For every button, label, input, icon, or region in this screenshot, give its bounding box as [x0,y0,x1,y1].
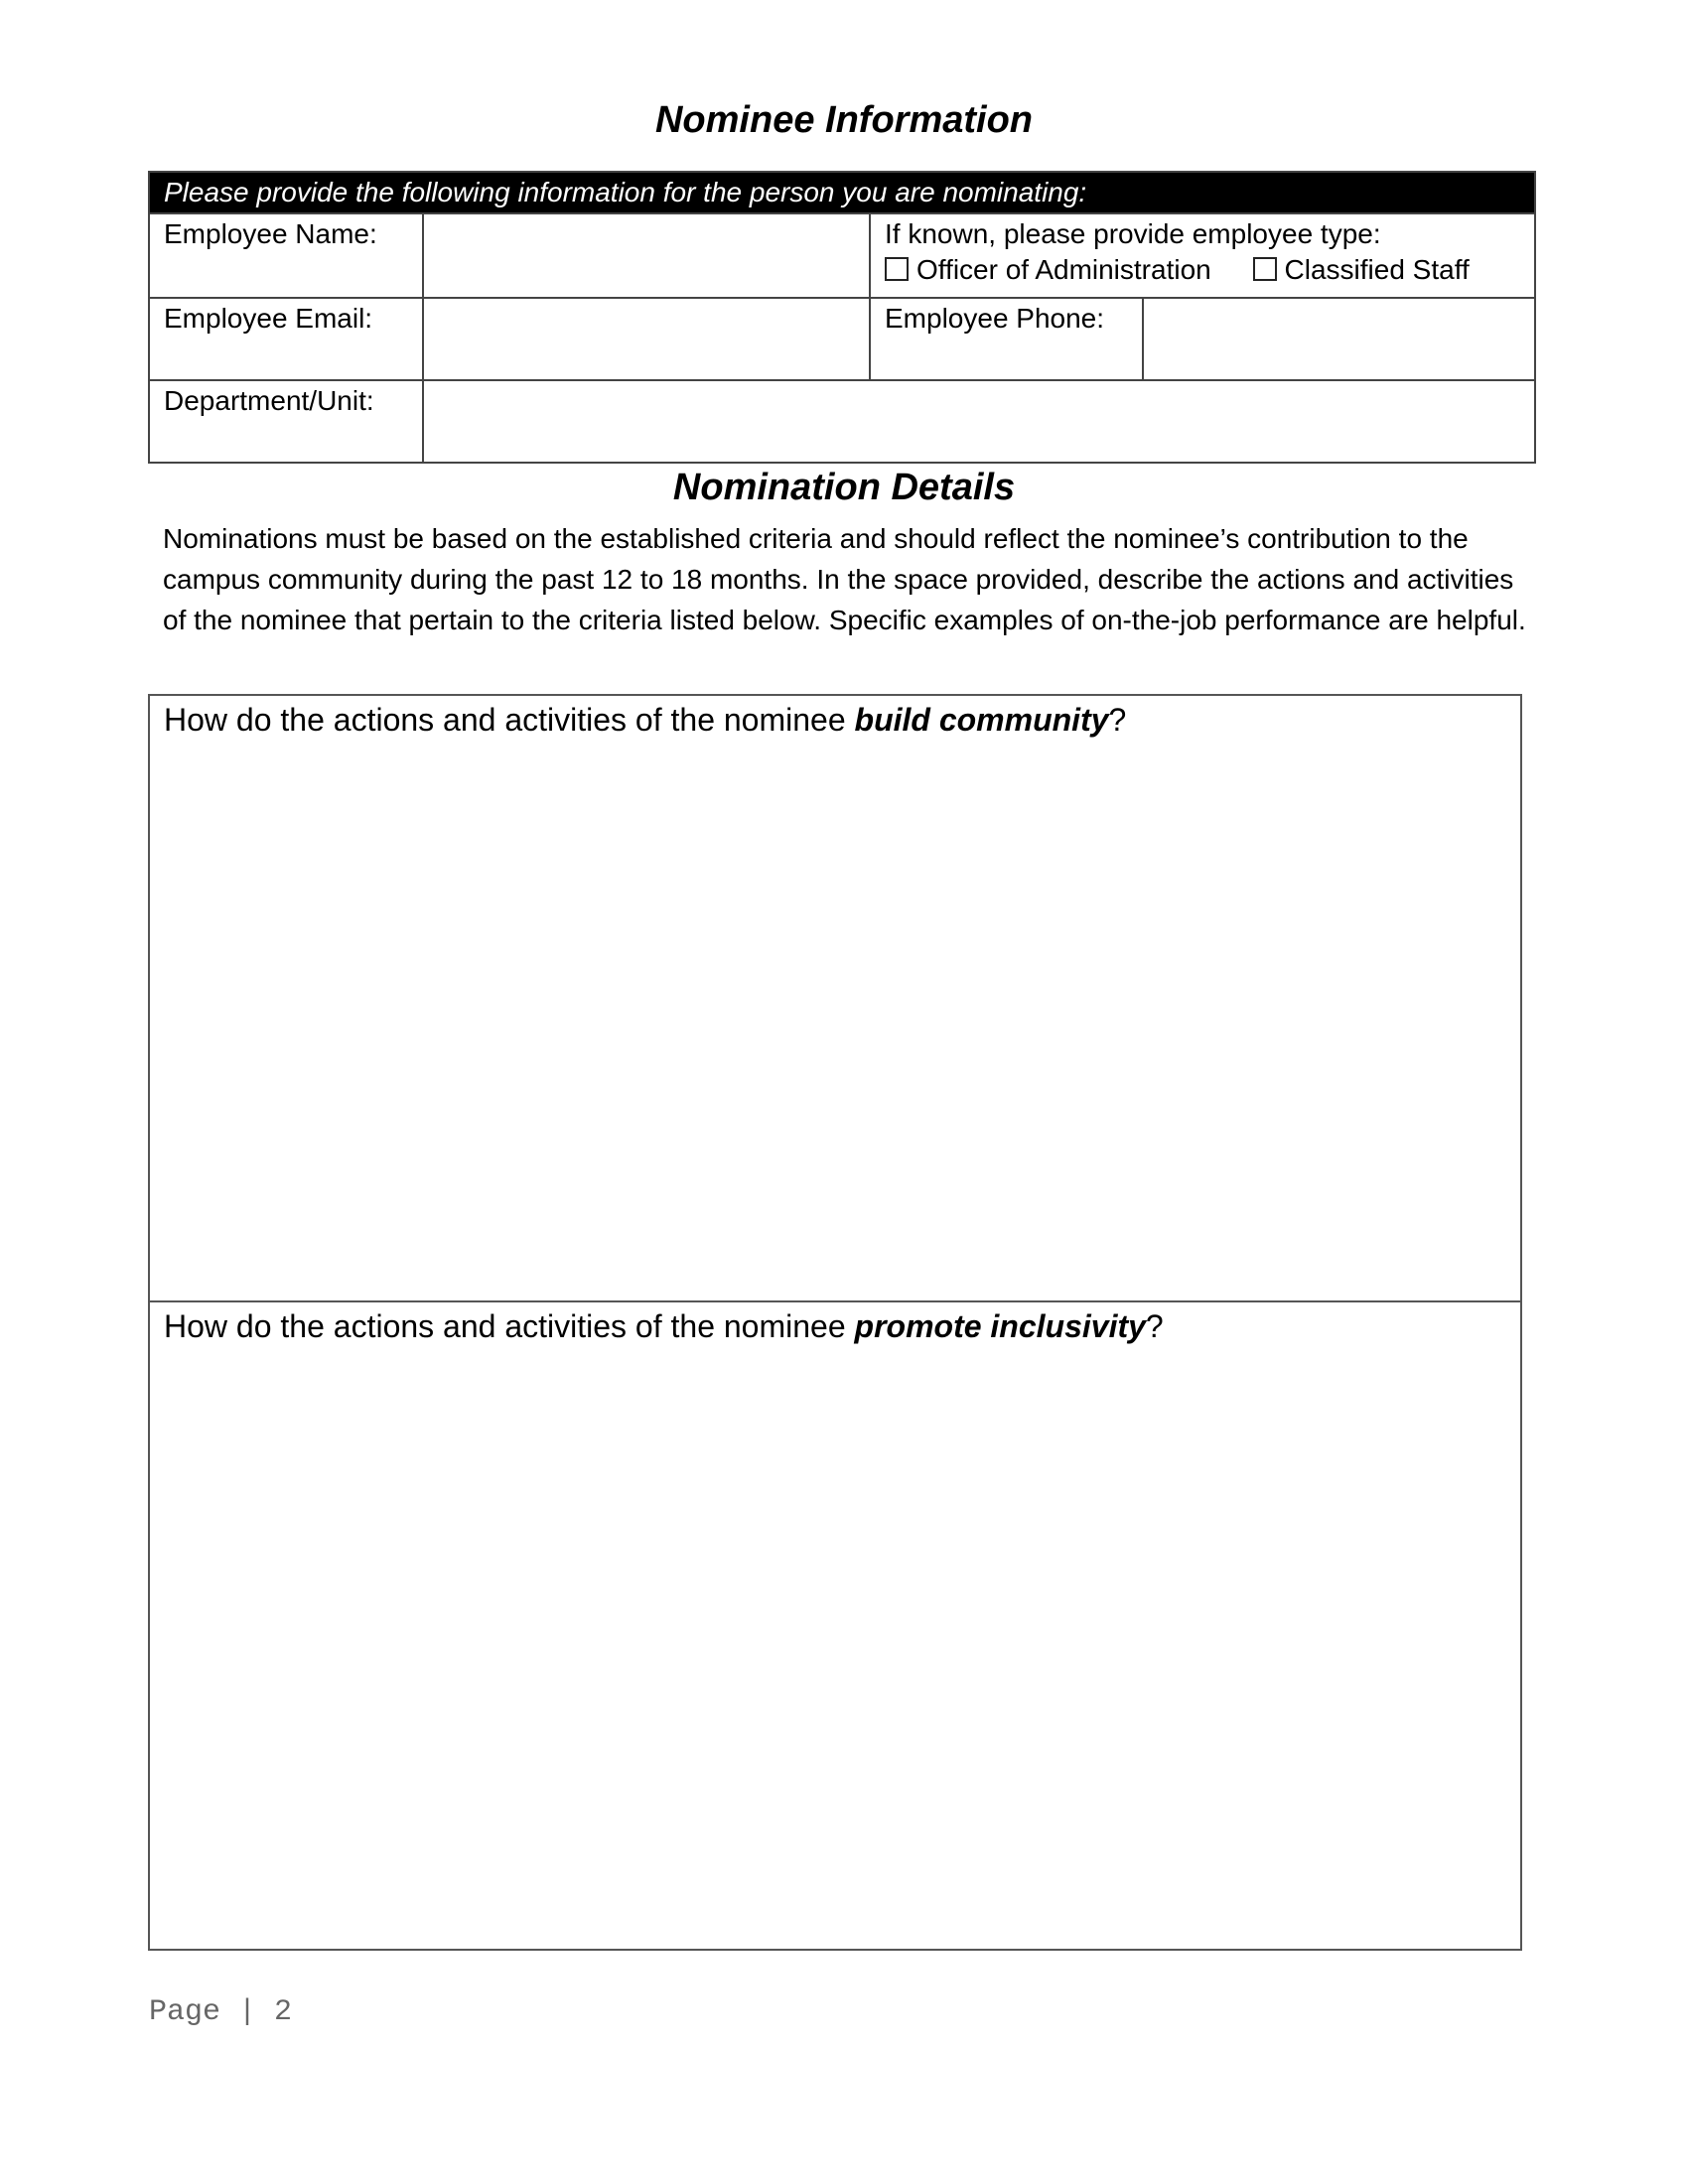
employee-email-label: Employee Email: [149,298,423,380]
question-suffix: ? [1108,702,1127,738]
department-field[interactable] [423,380,1535,463]
department-label: Department/Unit: [149,380,423,463]
officer-checkbox[interactable] [885,254,1211,285]
table-instruction: Please provide the following information for the person you are nominating: [149,172,1535,213]
nominee-information-title: Nominee Information [654,99,1034,141]
nomination-details-title: Nomination Details [672,467,1016,508]
classified-checkbox[interactable] [1253,254,1470,285]
page-number: Page | 2 [149,1995,293,2029]
employee-phone-label: Employee Phone: [870,298,1143,380]
build-community-answer-box[interactable] [148,694,1522,1302]
nominee-info-table [148,171,1536,464]
question-text: How do the actions and activities of the nominee [164,702,855,738]
classified-option-label: Classified Staff [1284,254,1470,285]
officer-option-label: Officer of Administration [916,254,1211,285]
details-description: Nominations must be based on the established criteria and should reflect the nominee’s contribution to the campus community during the past 12 to 18 months. In the space provided, describe the actions and activities of the nominee that pertain to the criteria listed below. Specific examples of on-the-job performance are helpful. [163,523,1526,635]
checkbox-icon[interactable] [885,257,909,281]
employee-name-label: Employee Name: [149,213,423,298]
employee-type-cell [870,213,1535,298]
checkbox-icon[interactable] [1253,257,1277,281]
employee-email-field[interactable] [423,298,870,380]
employee-type-label: If known, please provide employee type: [885,218,1381,249]
question-suffix: ? [1145,1308,1164,1344]
promote-inclusivity-answer-box[interactable] [148,1300,1522,1951]
question-text: How do the actions and activities of the nominee [164,1308,855,1344]
employee-name-field[interactable] [423,213,870,298]
question-emphasis: promote inclusivity [854,1308,1146,1344]
question-emphasis: build community [854,702,1109,738]
employee-phone-field[interactable] [1143,298,1535,380]
